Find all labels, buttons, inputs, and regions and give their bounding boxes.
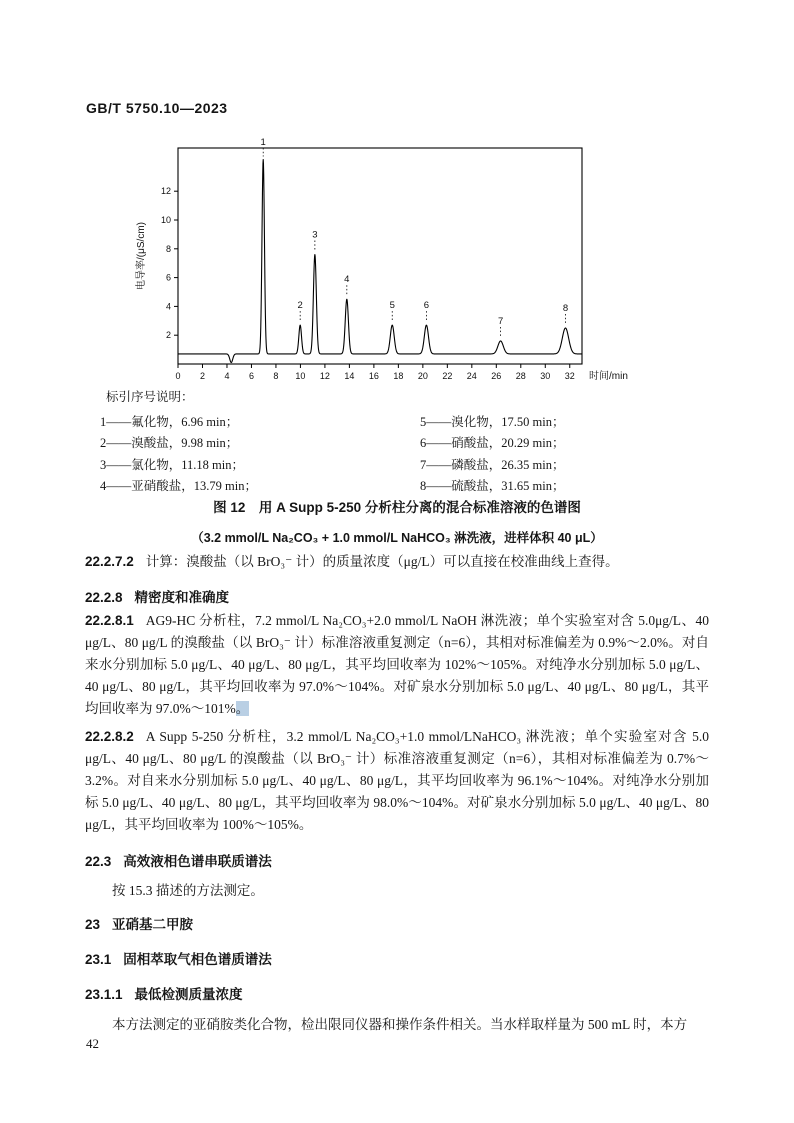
clause-text: 计算：溴酸盐（以 BrO₃⁻ 计）的质量浓度（μg/L）可以直接在校准曲线上查得。	[145, 554, 619, 569]
heading-text: 精密度和准确度	[134, 590, 230, 605]
svg-text:10: 10	[160, 215, 171, 225]
clause-number: 22.2.8.2	[85, 729, 134, 744]
legend-column-right	[420, 412, 740, 498]
svg-text:3: 3	[312, 229, 318, 241]
page-header-standard-number: GB/T 5750.10—2023	[86, 100, 228, 116]
chromatogram-figure	[130, 136, 658, 394]
svg-text:7: 7	[497, 315, 504, 327]
paragraph-22-3: 按 15.3 描述的方法测定。	[112, 883, 264, 898]
svg-text:8: 8	[562, 303, 569, 314]
heading-text: 亚硝基二甲胺	[112, 917, 194, 932]
svg-text:时间/min: 时间/min	[589, 371, 628, 382]
clause-number: 22.2.8	[85, 590, 123, 605]
svg-text:18: 18	[393, 371, 404, 381]
legend-column-left	[100, 412, 420, 498]
svg-text:2: 2	[297, 300, 303, 312]
legend-title: 标引序号说明：	[106, 390, 194, 404]
heading-22-3	[85, 850, 709, 870]
clause-number: 22.3	[85, 854, 112, 869]
legend-item: 5——溴化物，17.50 min；	[420, 414, 565, 429]
svg-text:32: 32	[564, 371, 575, 381]
paragraph-22-2-7-2	[85, 551, 709, 573]
svg-text:0: 0	[175, 371, 181, 381]
svg-text:8: 8	[273, 371, 279, 381]
svg-text:4: 4	[344, 274, 350, 286]
svg-text:20: 20	[417, 371, 428, 381]
heading-text: 高效液相色谱串联质谱法	[123, 854, 272, 869]
svg-text:1: 1	[260, 137, 266, 148]
clause-text: A Supp 5-250 分析柱，3.2 mmol/L Na₂CO₃+1.0 mmol/LNaHCO₃ 淋洗液；单个实验室对含 5.0 μg/L、40 μg/L、80 μg/L 的溴酸盐（以 BrO₃⁻ 计）标准溶液重复测定（n=6），其相对标准偏差为 0.7%～3.2%。对自来水分别加标 5.0 μg/L、40 μg/L、80 μg/L，其平均回收率为 96.1%～104%。对纯净水分别加标 5.0 μg/L、40 μg/L、80 μg/L，其平均回收率为 98.0%～104%。对矿泉水分别加标 5.0 μg/L、40 μg/L、80 μg/L，其平均回收率为 100%～105%。	[85, 729, 709, 832]
legend-columns	[100, 412, 740, 498]
figure-caption: 图 12 用 A Supp 5-250 分析柱分离的混合标准溶液的色谱图	[213, 500, 581, 515]
svg-text:16: 16	[368, 371, 379, 381]
clause-number: 22.2.7.2	[85, 554, 134, 569]
heading-23-1	[85, 948, 709, 968]
svg-text:30: 30	[540, 371, 551, 381]
svg-text:4: 4	[224, 371, 230, 381]
svg-text:6: 6	[423, 300, 430, 312]
legend-item: 8——硫酸盐，31.65 min；	[420, 479, 565, 493]
paragraph-23-1-1: 本方法测定的亚硝胺类化合物，检出限同仪器和操作条件相关。当水样取样量为 500 mL 时，本方	[112, 1017, 688, 1032]
clause-number: 23.1	[85, 952, 112, 967]
svg-text:28: 28	[515, 371, 526, 381]
figure-subcaption: （3.2 mmol/L Na₂CO₃ + 1.0 mmol/L NaHCO₃ 淋洗液，进样体积 40 μL）	[191, 531, 603, 545]
clause-number: 22.2.8.1	[85, 613, 134, 628]
clause-text: AG9-HC 分析柱，7.2 mmol/L Na₂CO₃+2.0 mmol/L NaOH 淋洗液；单个实验室对含 5.0μg/L、40 μg/L、80 μg/L 的溴酸盐（以 BrO₃⁻ 计）标准溶液重复测定（n=6），其相对标准偏差为 0.9%～2.0%。对自来水分别加标 5.0 μg/L、40 μg/L、80 μg/L，其平均回收率为 102%～105%。对纯净水分别加标 5.0 μg/L、40 μg/L、80 μg/L，其平均回收率为 97.0%～104%。对矿泉水分别加标 5.0 μg/L、40 μg/L、80 μg/L，其平均回收率为 97.0%～101%	[85, 613, 709, 716]
svg-text:12: 12	[319, 371, 330, 381]
svg-text:8: 8	[165, 243, 171, 254]
svg-text:14: 14	[344, 371, 355, 381]
legend-item: 4——亚硝酸盐，13.79 min；	[100, 479, 257, 493]
heading-23	[85, 913, 709, 933]
legend-item: 1——氟化物，6.96 min；	[100, 414, 239, 429]
svg-text:6: 6	[165, 272, 171, 283]
heading-22-2-8	[85, 586, 709, 606]
svg-text:22: 22	[442, 371, 453, 381]
svg-text:24: 24	[466, 371, 477, 381]
clause-number: 23.1.1	[85, 987, 123, 1002]
paragraph-22-2-8-2	[85, 726, 709, 836]
heading-23-1-1	[85, 983, 709, 1003]
chromatogram-chart	[130, 136, 658, 394]
svg-text:10: 10	[295, 371, 306, 381]
svg-text:12: 12	[160, 186, 171, 197]
legend-item: 3——氯化物，11.18 min；	[100, 457, 244, 472]
paragraph-22-2-8-1	[85, 610, 709, 720]
clause-number: 23	[85, 917, 101, 932]
legend-block	[100, 387, 740, 498]
svg-text:6: 6	[248, 371, 254, 381]
svg-text:26: 26	[491, 371, 502, 381]
svg-text:4: 4	[165, 301, 171, 312]
heading-text: 固相萃取气相色谱质谱法	[123, 952, 272, 967]
page-number: 42	[86, 1036, 99, 1051]
svg-text:2: 2	[165, 330, 171, 341]
svg-text:5: 5	[389, 300, 395, 312]
heading-text: 最低检测质量浓度	[134, 987, 243, 1002]
legend-item: 6——硝酸盐，20.29 min；	[420, 436, 565, 450]
legend-item: 7——磷酸盐，26.35 min；	[420, 457, 565, 472]
legend-item: 2——溴酸盐，9.98 min；	[100, 436, 239, 450]
svg-text:2: 2	[199, 371, 205, 381]
highlighted-text: 。	[235, 701, 250, 716]
svg-text:电导率/(μS/cm): 电导率/(μS/cm)	[136, 222, 147, 290]
